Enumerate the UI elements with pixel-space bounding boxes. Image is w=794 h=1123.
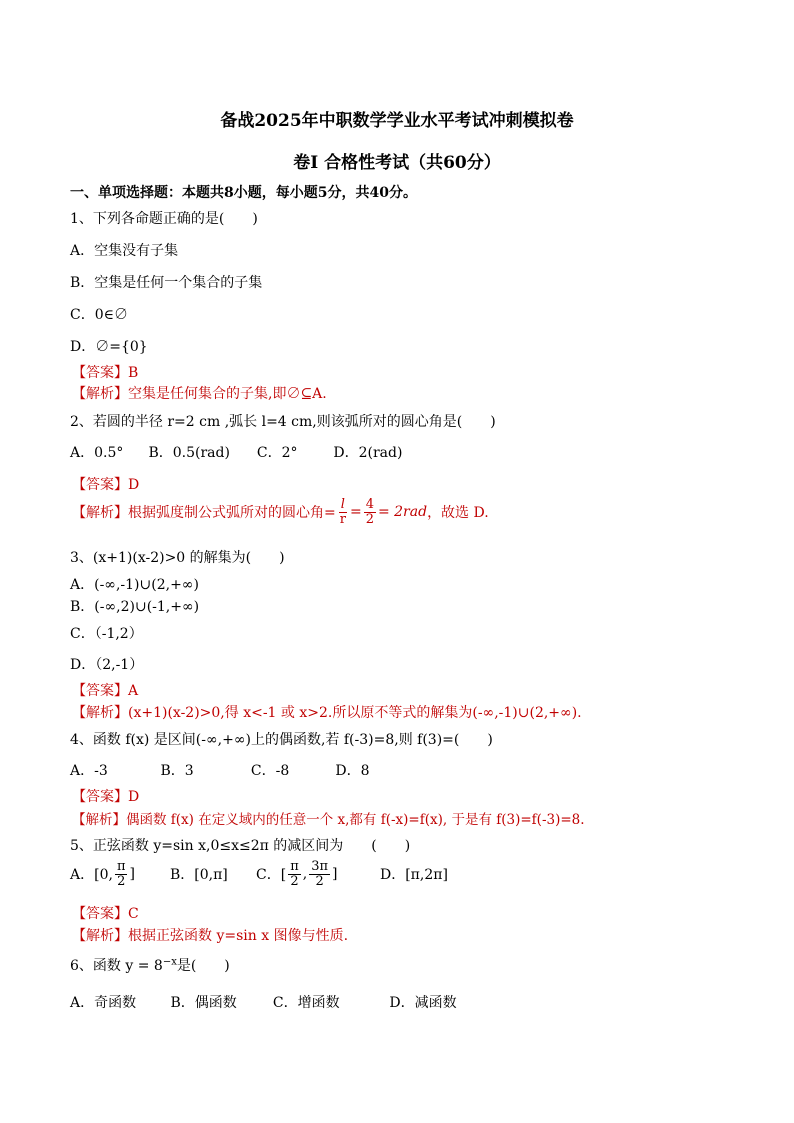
- q6-stem: [70, 955, 230, 975]
- q2-analysis-pre: 根据弧度制公式弧所对的圆心角=: [128, 505, 336, 522]
- q6-option-b: B．偶函数: [170, 995, 237, 1011]
- q3-option-b: B．(-∞,2)∪(-1,+∞): [70, 599, 200, 615]
- q6-stem-suffix: 是( ): [176, 958, 230, 974]
- q2-fraction-l-over-r: [338, 498, 348, 526]
- q4-stem: 4、函数 f(x) 是区间(-∞,+∞)上的偶函数,若 f(-3)=8,则 f(3)=( ): [70, 732, 493, 748]
- q1-option-d: D．∅={0}: [70, 339, 148, 355]
- q2-option-b: B．0.5(rad): [148, 445, 230, 461]
- q2-option-c: C．2°: [256, 445, 298, 461]
- q5-option-a: [70, 860, 170, 888]
- q4-option-c: C．-8: [250, 763, 290, 779]
- q5-option-c-prefix: C．[: [256, 867, 287, 884]
- q3-analysis-text: (x+1)(x-2)>0,得 x<-1 或 x>2.所以原不等式的解集为(-∞,-1)∪(2,+∞).: [128, 705, 582, 721]
- q2-fraction-4-over-2: [364, 498, 376, 526]
- q6-options: [70, 992, 457, 1012]
- q5-answer-value: C: [128, 906, 139, 922]
- q5-option-a-prefix: A．[0,: [70, 867, 113, 884]
- q5-option-c-fraction-1: [288, 860, 301, 888]
- frac-denominator: 2: [117, 873, 126, 889]
- q3-option-c: C．（-1,2）: [70, 626, 143, 642]
- analysis-label: 【解析】: [72, 705, 128, 721]
- frac-numerator: 4: [365, 497, 374, 512]
- q6-option-c: C．增函数: [272, 995, 340, 1011]
- frac-numerator: π: [290, 859, 299, 874]
- q5-option-a-fraction: [115, 860, 128, 888]
- section-heading: 一、单项选择题：本题共8小题，每小题5分，共40分。: [70, 185, 417, 201]
- q1-option-b: B．空集是任何一个集合的子集: [70, 275, 263, 291]
- q3-answer: [72, 680, 138, 700]
- document-subtitle: 卷Ⅰ 合格性考试（共60分）: [293, 153, 501, 173]
- q5-option-c: [256, 860, 380, 888]
- frac-numerator: 3π: [311, 859, 329, 874]
- q3-stem: 3、(x+1)(x-2)>0 的解集为( ): [70, 550, 285, 566]
- equals-sign: =: [349, 504, 362, 521]
- q1-option-a: A．空集没有子集: [70, 243, 179, 259]
- q5-answer: [72, 903, 139, 923]
- q5-option-b: B．[0,π]: [170, 867, 228, 884]
- frac-denominator: 2: [365, 511, 374, 527]
- answer-label: 【答案】: [72, 683, 128, 699]
- q2-analysis: [72, 498, 489, 526]
- frac-denominator: r: [339, 511, 346, 527]
- q1-analysis-text: 空集是任何集合的子集,即∅⊆A.: [128, 386, 327, 402]
- q4-answer: [72, 786, 139, 806]
- q5-option-c-separator: ,: [302, 866, 308, 883]
- q6-stem-prefix: 6、函数 y = 8: [70, 958, 163, 974]
- q3-option-d: D．（2,-1）: [70, 657, 144, 673]
- q2-options: [70, 442, 402, 462]
- q4-analysis: [72, 808, 585, 828]
- q6-stem-exponent: −x: [162, 956, 177, 968]
- q2-result: = 2rad: [377, 504, 428, 521]
- analysis-label: 【解析】: [72, 812, 126, 828]
- q5-option-c-suffix: ]: [332, 866, 338, 883]
- q4-option-a: A．-3: [70, 763, 108, 779]
- q1-answer-value: B: [128, 365, 139, 381]
- q5-stem: 5、正弦函数 y=sin x,0≤x≤2π 的减区间为 ( ): [70, 838, 411, 854]
- q3-option-a: A．(-∞,-1)∪(2,+∞): [70, 577, 199, 593]
- q5-option-d: D．[π,2π]: [380, 867, 448, 884]
- q3-answer-value: A: [128, 683, 139, 699]
- answer-label: 【答案】: [72, 365, 128, 381]
- q2-option-d: D．2(rad): [333, 445, 403, 461]
- frac-numerator: π: [116, 859, 126, 874]
- q2-option-a: A．0.5°: [70, 445, 124, 461]
- q1-stem: 1、下列各命题正确的是( ): [70, 211, 258, 227]
- q4-option-d: D．8: [335, 763, 370, 779]
- q2-stem: 2、若圆的半径 r=2 cm ,弧长 l=4 cm,则该弧所对的圆心角是( ): [70, 414, 496, 430]
- q2-answer-value: D: [128, 477, 140, 493]
- q2-analysis-post: ，故选 D.: [427, 505, 489, 522]
- q1-option-c: C．0∈∅: [70, 307, 128, 323]
- answer-label: 【答案】: [72, 477, 128, 493]
- q5-option-a-suffix: ]: [129, 866, 135, 883]
- analysis-label: 【解析】: [72, 928, 128, 944]
- q2-answer: [72, 474, 139, 494]
- frac-denominator: 2: [315, 873, 324, 889]
- q4-option-b: B．3: [160, 763, 194, 779]
- frac-denominator: 2: [290, 873, 299, 889]
- analysis-label: 【解析】: [72, 386, 128, 402]
- document-title: 备战2025年中职数学学业水平考试冲刺模拟卷: [220, 111, 574, 131]
- q4-answer-value: D: [128, 789, 140, 805]
- q5-analysis-text: 根据正弦函数 y=sin x 图像与性质.: [128, 928, 349, 944]
- q1-answer: [72, 362, 138, 382]
- q4-analysis-text: 偶函数 f(x) 在定义域内的任意一个 x,都有 f(-x)=f(x), 于是有 f(3)=f(-3)=8.: [126, 812, 585, 828]
- q5-option-c-fraction-2: [309, 860, 330, 888]
- frac-numerator: l: [340, 497, 345, 512]
- q3-analysis: [72, 702, 582, 722]
- answer-label: 【答案】: [72, 789, 128, 805]
- analysis-label: 【解析】: [72, 505, 128, 522]
- q4-options: [70, 760, 370, 780]
- q5-options: [70, 860, 448, 888]
- q1-analysis: [72, 383, 327, 403]
- q6-option-d: D．减函数: [389, 995, 457, 1011]
- answer-label: 【答案】: [72, 906, 128, 922]
- q6-option-a: A．奇函数: [70, 995, 137, 1011]
- q5-analysis: [72, 925, 348, 945]
